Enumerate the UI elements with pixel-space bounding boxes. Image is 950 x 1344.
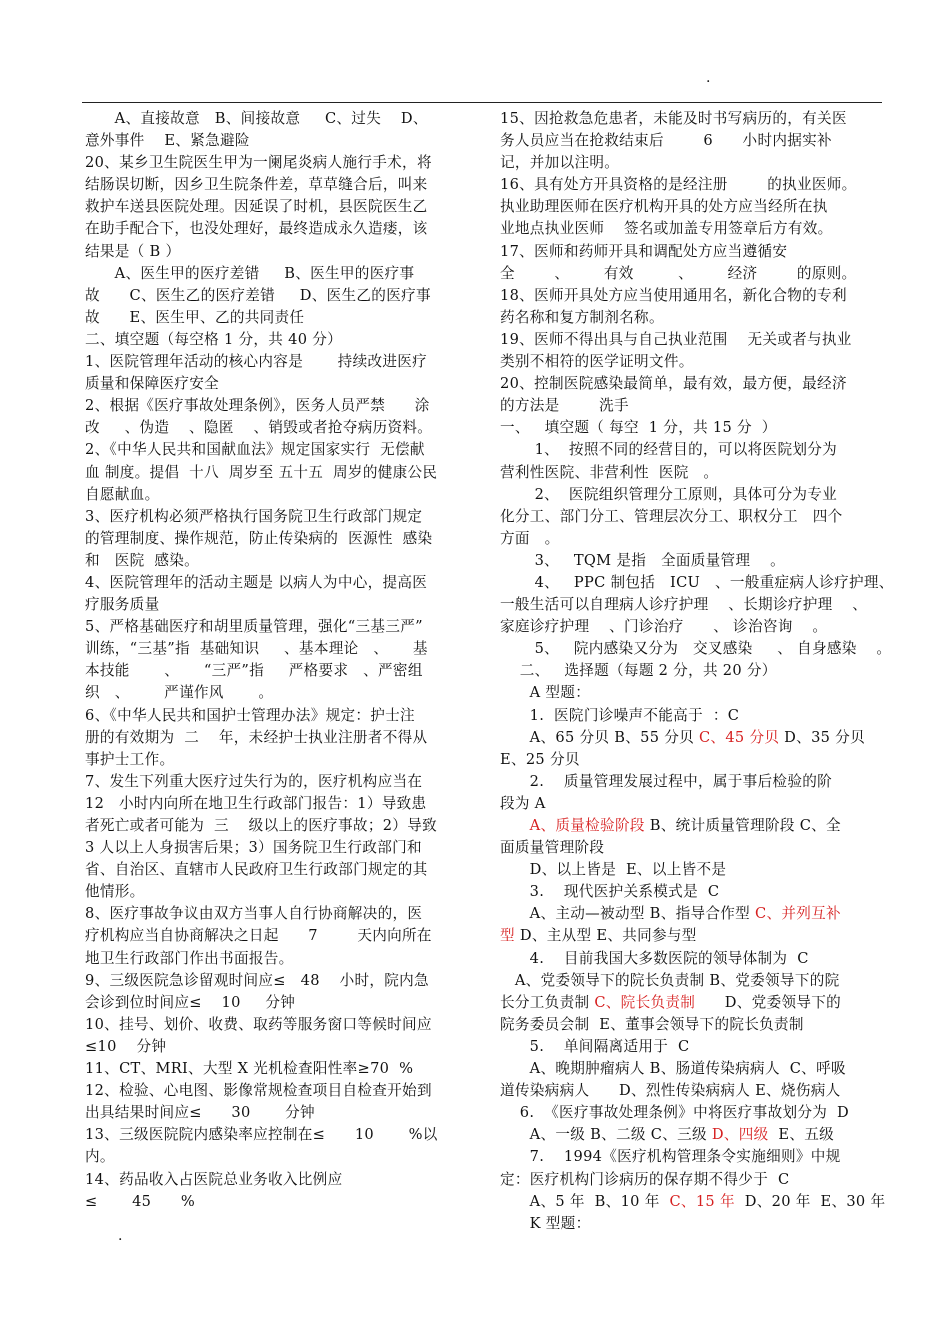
left-column-line: 者死亡或者可能为 三 级以上的医疗事故；2）导致 [85, 817, 437, 834]
right-column-line: 1. 医院门诊噪声不能高于 ：C [500, 706, 740, 724]
right-column-line: 化分工、部门分工、管理层次分工、职权分工 四个 [500, 507, 843, 525]
right-column-line: 院务委员会制 E、董事会领导下的院长负责制 [500, 1015, 804, 1033]
left-column-line: 2、根据《医疗事故处理条例》，医务人员严禁 涂 [85, 397, 430, 415]
left-column-line: 意外事件 E、紧急避险 [85, 132, 250, 150]
right-column-line: E、25 分贝 [500, 750, 580, 768]
left-column-line: 2、《中华人民共和国献血法》规定国家实行 无偿献 [85, 441, 425, 459]
left-column-line: 和 医院 感染。 [85, 551, 200, 569]
right-column-line: 记，并加以注明。 [500, 154, 620, 172]
left-column-line: 质量和保障医疗安全 [85, 375, 220, 393]
right-column-line: 的方法是 洗手 [500, 397, 629, 415]
right-column-line: 2、 医院组织管理分工原则，具体可分为专业 [500, 485, 838, 503]
left-column-line: 6、《中华人民共和国护士管理办法》规定：护士注 [85, 706, 415, 724]
left-column-line: 1、医院管理年活动的核心内容是 持续改进医疗 [85, 353, 428, 371]
left-column-line: 11、CT、MRI、大型 X 光机检查阳性率≥70 % [85, 1060, 414, 1078]
right-column-line: 1、 按照不同的经营目的，可以将医院划分为 [500, 441, 838, 459]
right-column-line: 方面 。 [500, 529, 560, 547]
right-column-line: A、质量检验阶段 B、统计质量管理阶段 C、全 [529, 817, 841, 834]
left-column-line: 在助手配合下，也没处理好，最终造成永久造瘘，该 [85, 220, 428, 238]
right-column-line: 15、因抢救急危患者，未能及时书写病历的，有关医 [500, 110, 847, 127]
right-column-line: D、以上皆是 E、以上皆不是 [500, 861, 727, 879]
left-column-line: 7、发生下列重大医疗过失行为的，医疗机构应当在 [85, 772, 423, 790]
left-column-line: 结果是（ B ） [85, 242, 181, 260]
left-column-line: A、直接故意 B、间接故意 C、过失 D、 [85, 110, 428, 127]
right-column-line: 型 D、主从型 E、共同参与型 [500, 927, 697, 945]
left-column-line: 省、自治区、直辖市人民政府卫生行政部门规定的其 [85, 861, 428, 879]
left-column-line: 疗服务质量 [85, 596, 160, 614]
right-column-line: 20、控制医院感染最简单，最有效，最方便，最经济 [500, 375, 847, 393]
highlighted-answer: C、45 分贝 [698, 728, 780, 746]
left-column-line: 他情形。 [85, 883, 145, 901]
right-column-line: 2. 质量管理发展过程中，属于事后检验的阶 [500, 772, 833, 790]
left-column-line: 故 E、医生甲、乙的共同责任 [85, 308, 305, 326]
left-column-line: 二、填空题（每空格 1 分，共 40 分） [85, 330, 343, 348]
right-column-line: 全 、 有效 、 经济 的原则。 [500, 264, 857, 282]
left-column-line: 地卫生行政部门作出书面报告。 [85, 949, 294, 967]
right-column-line: 二、 选择题（每题 2 分，共 20 分） [500, 662, 777, 680]
right-column-line: 道传染病病人 D、烈性传染病病人 E、烧伤病人 [500, 1082, 841, 1100]
right-column-line: A、65 分贝 B、55 分贝 C、45 分贝 D、35 分贝 [500, 728, 865, 746]
left-column-line: 结肠误切断，因乡卫生院条件差，草草缝合后，叫来 [85, 176, 428, 194]
right-column-line: A、5 年 B、10 年 C、15 年 D、20 年 E、30 年 [500, 1192, 886, 1210]
left-column-line: 出具结果时间应≤ 30 分钟 [85, 1104, 315, 1122]
right-column-line: 4. 目前我国大多数医院的领导体制为 C [500, 949, 809, 967]
left-column-line: 织 、 严谨作风 。 [85, 684, 274, 702]
right-column-line: 3. 现代医护关系模式是 C [500, 883, 720, 901]
left-column-line: 4、医院管理年的活动主题是 以病人为中心，提高医 [85, 573, 428, 591]
top-dot-mark: . [706, 70, 711, 86]
highlighted-answer: C、15 年 [669, 1192, 735, 1210]
left-column-line: 改 、伪造 、隐匿 、销毁或者抢夺病历资料。 [85, 419, 433, 437]
bottom-dot-mark: . [118, 1228, 123, 1244]
left-column-line: ≤10 分钟 [85, 1037, 167, 1055]
right-column-line: 执业助理医师在医疗机构开具的处方应当经所在执 [500, 198, 828, 216]
right-column-line: 务人员应当在抢救结束后 6 小时内据实补 [500, 132, 832, 150]
right-column-line: A、晚期肿瘤病人 B、肠道传染病病人 C、呼吸 [500, 1060, 846, 1078]
left-column-line: 会诊到位时间应≤ 10 分钟 [85, 993, 296, 1011]
left-column-line: 12、检验、心电图、影像常规检查项目自检查开始到 [85, 1082, 432, 1100]
left-column-line: 3 人以上人身损害后果；3）国务院卫生行政部门和 [85, 839, 422, 857]
right-column-line: 18、医师开具处方应当使用通用名，新化合物的专利 [500, 286, 847, 304]
left-column-line: 13、三级医院院内感染率应控制在≤ 10 %以 [85, 1126, 438, 1144]
right-column-line: 7. 1994《医疗机构管理条令实施细则》中规 [500, 1148, 841, 1166]
right-column-line: 营利性医院、非营利性 医院 。 [500, 463, 719, 481]
left-column-line: ≤ 45 % [85, 1192, 196, 1210]
right-column-line: 19、医师不得出具与自己执业范围 无关或者与执业 [500, 330, 852, 348]
right-column-line: 家庭诊疗护理 、门诊治疗 、 诊治咨询 。 [500, 618, 828, 636]
left-column-line: 故 C、医生乙的医疗差错 D、医生乙的医疗事 [85, 286, 431, 304]
right-column-line: A、党委领导下的院长负责制 B、党委领导下的院 [500, 971, 840, 989]
left-column-line: 14、药品收入占医院总业务收入比例应 [85, 1170, 343, 1188]
left-column-line: 的管理制度、操作规范，防止传染病的 医源性 感染 [85, 529, 433, 547]
right-column-line: 16、具有处方开具资格的是经注册 的执业医师。 [500, 176, 857, 194]
left-column-line: 5、严格基础医疗和胡里质量管理，强化“三基三严” [85, 618, 423, 636]
highlighted-answer: C、并列互补 [755, 905, 841, 923]
highlighted-answer: 型 [500, 927, 515, 945]
left-column-line: 血 制度。提倡 十八 周岁至 五十五 周岁的健康公民 [85, 463, 438, 481]
right-column-line: 类别不相符的医学证明文件。 [500, 353, 694, 371]
right-column-line: A、一级 B、二级 C、三级 D、四级 E、五级 [500, 1126, 835, 1144]
highlighted-answer: D、四级 [711, 1126, 769, 1144]
left-column-line: 20、某乡卫生院医生甲为一阑尾炎病人施行手术，将 [85, 154, 432, 172]
header-rule [82, 102, 882, 103]
highlighted-answer: A、质量检验阶段 [529, 817, 645, 834]
left-column [85, 108, 471, 1213]
right-column-line: 17、医师和药师开具和调配处方应当遵循安 [500, 242, 788, 260]
left-column-line: 事护士工作。 [85, 750, 175, 768]
right-column-line: 5. 单间隔离适用于 C [500, 1037, 690, 1055]
left-column-line: 疗机构应当自协商解决之日起 7 天内向所在 [85, 927, 432, 945]
right-column-line: 3、 TQM 是指 全面质量管理 。 [500, 551, 785, 569]
right-column-line: 长分工负责制 C、院长负责制 D、党委领导下的 [500, 993, 842, 1011]
right-column-line: 一般生活可以自理病人诊疗护理 、长期诊疗护理 、 [500, 596, 868, 614]
left-column-line: 8、医疗事故争议由双方当事人自行协商解决的，医 [85, 905, 423, 923]
right-column-line: 定：医疗机构门诊病历的保存期不得少于 C [500, 1170, 790, 1188]
left-column-line: 救护车送县医院处理。因延误了时机，县医院医生乙 [85, 198, 428, 216]
highlighted-answer: C、院长负责制 [594, 993, 696, 1011]
right-column-line: 面质量管理阶段 [500, 839, 605, 857]
right-column-line: 一、 填空题（ 每空 1 分，共 15 分 ） [500, 419, 777, 437]
right-column-line: 5、 院内感染又分为 交叉感染 、 自身感染 。 [500, 640, 892, 658]
right-column-line: 业地点执业医师 签名或加盖专用签章后方有效。 [500, 220, 833, 238]
left-column-line: 10、挂号、划价、收费、取药等服务窗口等候时间应 [85, 1015, 432, 1033]
right-column-line: K 型题： [500, 1214, 591, 1232]
right-column-line: 段为 A [500, 794, 546, 812]
left-column-line: 9、三级医院急诊留观时间应≤ 48 小时，院内急 [85, 971, 429, 989]
left-column-line: 3、医疗机构必须严格执行国务院卫生行政部门规定 [85, 507, 423, 525]
left-column-line: 12 小时内向所在地卫生行政部门报告：1）导致患 [85, 794, 427, 812]
left-column-line: A、医生甲的医疗差错 B、医生甲的医疗事 [85, 264, 415, 282]
right-column-line: 4、 PPC 制包括 ICU 、一般重症病人诊疗护理、 [500, 573, 894, 591]
left-column-line: 本技能 、 “三严”指 严格要求 、严密组 [85, 662, 423, 680]
right-column [500, 108, 894, 1235]
right-column-line: 6. 《医疗事故处理条例》中将医疗事故划分为 D [500, 1104, 850, 1122]
right-column-line: 药名称和复方制剂名称。 [500, 308, 664, 326]
left-column-line: 自愿献血。 [85, 485, 160, 503]
right-column-line: A、主动—被动型 B、指导合作型 C、并列互补 [500, 905, 841, 923]
left-column-line: 内。 [85, 1148, 115, 1166]
right-column-line: A 型题： [500, 684, 591, 702]
left-column-line: 册的有效期为 二 年，未经护士执业注册者不得从 [85, 728, 428, 746]
left-column-line: 训练，“三基”指 基础知识 、基本理论 、 基 [85, 640, 428, 658]
